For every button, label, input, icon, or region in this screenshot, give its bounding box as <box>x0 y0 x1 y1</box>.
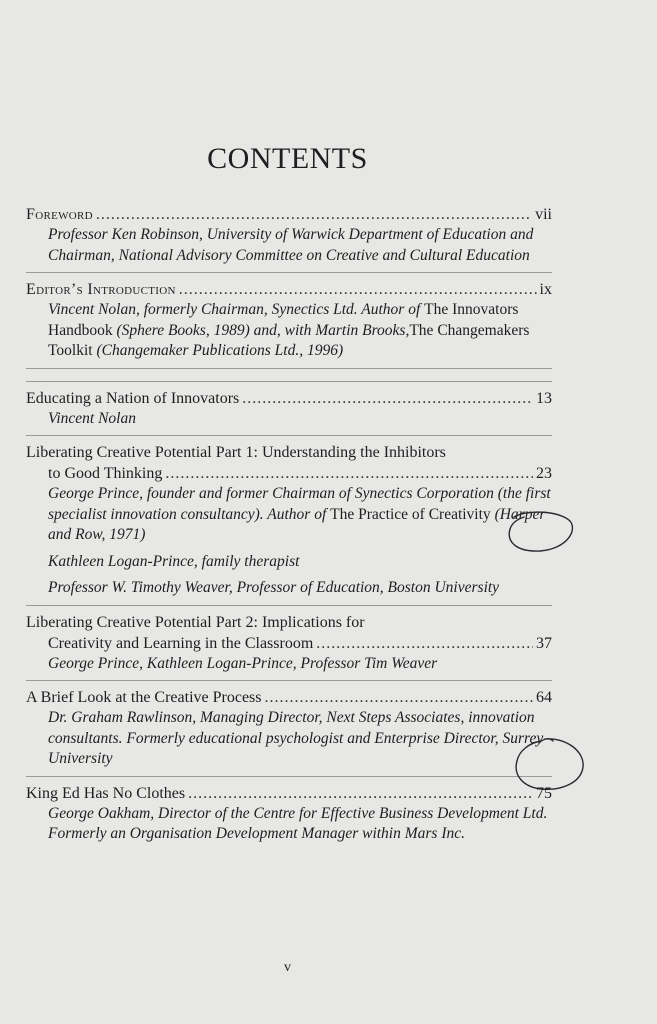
entry-title: Foreword <box>26 206 93 223</box>
page-number: 13 <box>536 389 552 407</box>
toc-entry-king-ed <box>26 783 552 851</box>
book-title: The Practice of Creativity <box>330 505 491 523</box>
entry-authors <box>26 300 552 362</box>
toc-entry-liberating-part-1 <box>26 442 552 606</box>
toc-line[interactable] <box>26 783 552 804</box>
entry-title: Educating a Nation of Innovators <box>26 389 240 407</box>
author-text: George Prince, founder and former Chairman of Synectics Corporation (the first specialist innovation consultancy). Author of <box>48 485 551 523</box>
entry-title: A Brief Look at the Creative Process <box>26 689 262 706</box>
page-number: 64 <box>536 689 552 706</box>
leader-dots <box>96 204 532 225</box>
toc-line[interactable] <box>26 463 552 484</box>
entry-title-continued: Creativity and Learning in the Classroom <box>48 634 314 652</box>
table-of-contents <box>26 204 552 857</box>
author-text: (Harper and Row, 1971) <box>48 505 546 543</box>
author-text: Vincent Nolan, formerly Chairman, Synectics Ltd. Author of <box>48 301 425 318</box>
book-title: The Changemakers Toolkit <box>48 321 530 359</box>
toc-entry-foreword <box>26 204 552 273</box>
entry-title: Editor’s Introduction <box>26 281 176 298</box>
entry-authors: Professor W. Timothy Weaver, Professor of Education, Boston University <box>48 579 500 596</box>
entry-authors: George Oakham, Director of the Centre for Effective Business Development Ltd. Formerly an Organisation Development Manager within Mars Inc. <box>48 804 548 842</box>
author-text: (Changemaker Publications Ltd., 1996) <box>92 342 344 359</box>
page-title: CONTENTS <box>207 142 368 175</box>
page-number: 23 <box>536 465 552 482</box>
page-number: 37 <box>536 634 552 652</box>
entry-title: King Ed Has No Clothes <box>26 784 186 802</box>
entry-authors: George Prince, Kathleen Logan-Prince, Professor Tim Weaver <box>48 654 438 672</box>
leader-dots <box>188 783 533 804</box>
toc-line[interactable] <box>26 279 552 300</box>
toc-line[interactable] <box>26 204 552 225</box>
toc-entry-educating <box>26 388 552 437</box>
entry-authors <box>26 484 552 546</box>
entry-authors: Vincent Nolan <box>48 409 136 427</box>
entry-title: Liberating Creative Potential Part 2: Implications for <box>26 613 365 631</box>
entry-title: Liberating Creative Potential Part 1: Understanding the Inhibitors <box>26 444 446 461</box>
toc-line[interactable] <box>26 687 552 708</box>
toc-entry-editor-introduction <box>26 279 552 369</box>
leader-dots <box>265 687 534 708</box>
author-text: (Sphere Books, 1989) and, with Martin Brooks, <box>112 321 410 339</box>
toc-entry-liberating-part-2 <box>26 612 552 682</box>
leader-dots <box>316 633 533 654</box>
toc-part-one <box>26 375 552 382</box>
entry-authors: Dr. Graham Rawlinson, Managing Director, Next Steps Associates, innovation consultants. Formerly educational psychologist and Enterprise Director, Surrey University <box>48 709 544 767</box>
page-number: ix <box>539 281 552 298</box>
leader-dots <box>242 388 533 409</box>
entry-authors: Kathleen Logan-Prince, family therapist <box>48 552 300 570</box>
toc-entry-brief-look <box>26 687 552 777</box>
page-number: vii <box>535 206 552 223</box>
leader-dots <box>165 463 533 484</box>
toc-line[interactable] <box>26 388 552 409</box>
toc-line[interactable] <box>26 633 552 654</box>
page-folio: v <box>284 960 291 975</box>
book-title: The Innovators Handbook <box>48 301 519 339</box>
page-number: 75 <box>536 784 552 802</box>
entry-title-continued: to Good Thinking <box>48 465 163 482</box>
leader-dots <box>179 279 537 300</box>
entry-authors: Professor Ken Robinson, University of Warwick Department of Education and Chairman, National Advisory Committee on Creative and Cultural Education <box>48 226 534 264</box>
